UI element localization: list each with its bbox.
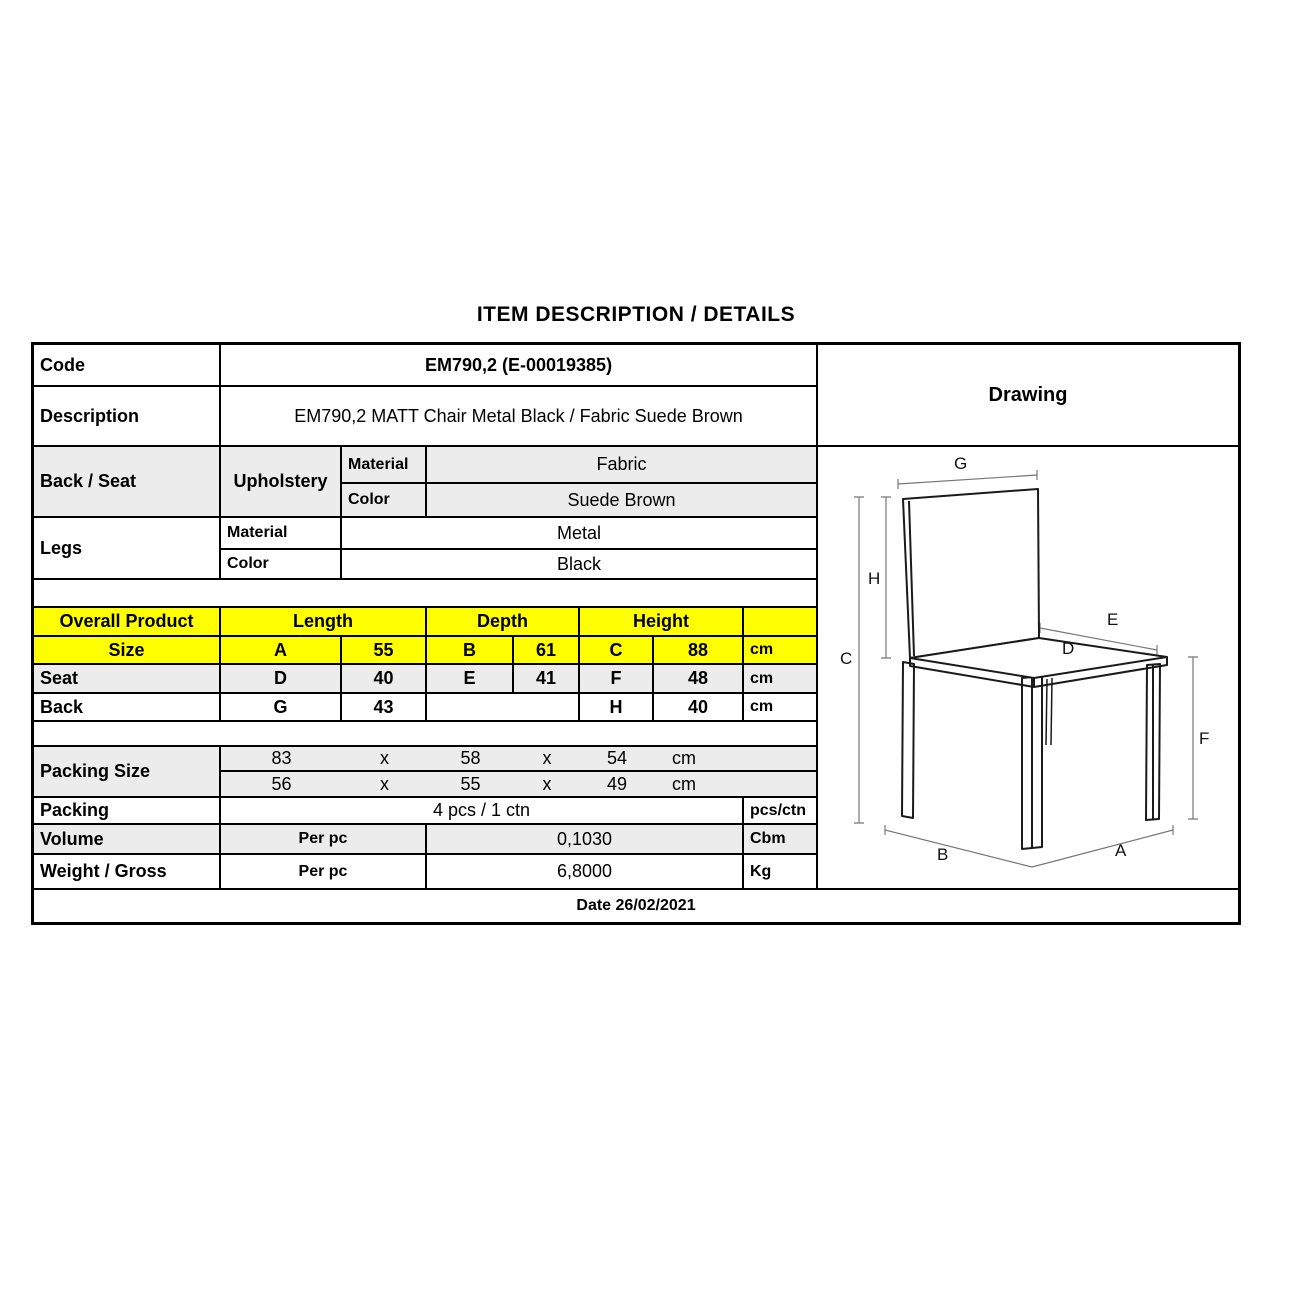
packing-size-r1-x1: x xyxy=(380,748,389,768)
overall-b-value: 61 xyxy=(514,637,580,665)
description-value: EM790,2 MATT Chair Metal Black / Fabric Suede Brown xyxy=(221,387,818,447)
chair-outline xyxy=(902,489,1167,849)
description-label: Description xyxy=(34,387,221,447)
overall-c-value: 88 xyxy=(654,637,744,665)
packing-size-r2-x2: x xyxy=(542,773,552,794)
back-depth-empty xyxy=(427,694,580,722)
packing-label: Packing xyxy=(34,798,221,825)
packing-size-r2-v2: 55 xyxy=(460,773,481,794)
drawing-panel xyxy=(818,447,1238,890)
overall-unit: cm xyxy=(744,637,818,665)
overall-product-label-line1: Overall Product xyxy=(34,608,221,637)
seat-e-key: E xyxy=(427,665,514,694)
chair-drawing xyxy=(818,447,1238,888)
overall-a-key: A xyxy=(221,637,342,665)
date-row: Date 26/02/2021 xyxy=(34,890,1238,922)
packing-size-r2-v1: 56 xyxy=(271,773,292,794)
seat-f-value: 48 xyxy=(654,665,744,694)
seat-unit: cm xyxy=(744,665,818,694)
back-g-key: G xyxy=(221,694,342,722)
upholstery-label: Upholstery xyxy=(221,447,342,518)
legs-material-label: Material xyxy=(221,518,342,550)
page-title: ITEM DESCRIPTION / DETAILS xyxy=(476,303,796,326)
spacer-row-1 xyxy=(34,580,818,608)
packing-size-r1-v1: 83 xyxy=(271,748,292,768)
label-c: C xyxy=(840,649,853,668)
spacer-row-2 xyxy=(34,722,818,747)
seat-label: Seat xyxy=(34,665,221,694)
drawing-header: Drawing xyxy=(818,345,1238,447)
back-label: Back xyxy=(34,694,221,722)
weight-value: 6,8000 xyxy=(427,855,744,890)
packing-size-r1-v3: 54 xyxy=(606,748,628,768)
back-seat-label: Back / Seat xyxy=(34,447,221,518)
label-h: H xyxy=(868,569,881,588)
packing-size-row-1 xyxy=(221,747,818,772)
legs-label: Legs xyxy=(34,518,221,580)
legs-color-value: Black xyxy=(342,550,818,580)
packing-value: 4 pcs / 1 ctn xyxy=(221,798,744,825)
packing-size-r2-unit: cm xyxy=(672,773,696,794)
packing-unit: pcs/ctn xyxy=(744,798,818,825)
packing-size-label: Packing Size xyxy=(34,747,221,798)
packing-size-r1-x2: x xyxy=(542,748,552,768)
weight-label: Weight / Gross xyxy=(34,855,221,890)
volume-unit: Cbm xyxy=(744,825,818,855)
volume-label: Volume xyxy=(34,825,221,855)
volume-value: 0,1030 xyxy=(427,825,744,855)
size-header-depth: Depth xyxy=(427,608,580,637)
overall-c-key: C xyxy=(580,637,654,665)
item-details-table xyxy=(31,342,1241,925)
back-g-value: 43 xyxy=(342,694,427,722)
label-a: A xyxy=(1115,841,1127,860)
legs-color-label: Color xyxy=(221,550,342,580)
seat-d-key: D xyxy=(221,665,342,694)
volume-per-pc: Per pc xyxy=(221,825,427,855)
code-value: EM790,2 (E-00019385) xyxy=(221,345,818,387)
code-label: Code xyxy=(34,345,221,387)
packing-size-r2-v3: 49 xyxy=(606,773,628,794)
upholstery-material-label: Material xyxy=(342,447,427,484)
label-b: B xyxy=(937,845,949,864)
back-unit: cm xyxy=(744,694,818,722)
overall-b-key: B xyxy=(427,637,514,665)
size-header-height: Height xyxy=(580,608,744,637)
label-f: F xyxy=(1199,729,1210,748)
label-e: E xyxy=(1107,610,1119,629)
overall-product-label-line2: Size xyxy=(34,637,221,665)
overall-a-value: 55 xyxy=(342,637,427,665)
legs-material-value: Metal xyxy=(342,518,818,550)
packing-size-row-2 xyxy=(221,772,818,798)
upholstery-color-label: Color xyxy=(342,484,427,518)
packing-size-r2-x1: x xyxy=(380,773,389,794)
size-header-unit-empty xyxy=(744,608,818,637)
size-header-length: Length xyxy=(221,608,427,637)
upholstery-material-value: Fabric xyxy=(427,447,818,484)
packing-size-r1-v2: 58 xyxy=(460,748,481,768)
back-h-key: H xyxy=(580,694,654,722)
chair-leg-back-left xyxy=(902,662,914,818)
upholstery-color-value: Suede Brown xyxy=(427,484,818,518)
label-d: D xyxy=(1062,639,1075,658)
weight-unit: Kg xyxy=(744,855,818,890)
chair-backrest xyxy=(903,489,1039,658)
label-g: G xyxy=(954,454,968,473)
back-h-value: 40 xyxy=(654,694,744,722)
seat-d-value: 40 xyxy=(342,665,427,694)
seat-f-key: F xyxy=(580,665,654,694)
weight-per-pc: Per pc xyxy=(221,855,427,890)
seat-e-value: 41 xyxy=(514,665,580,694)
packing-size-r1-unit: cm xyxy=(672,748,696,768)
